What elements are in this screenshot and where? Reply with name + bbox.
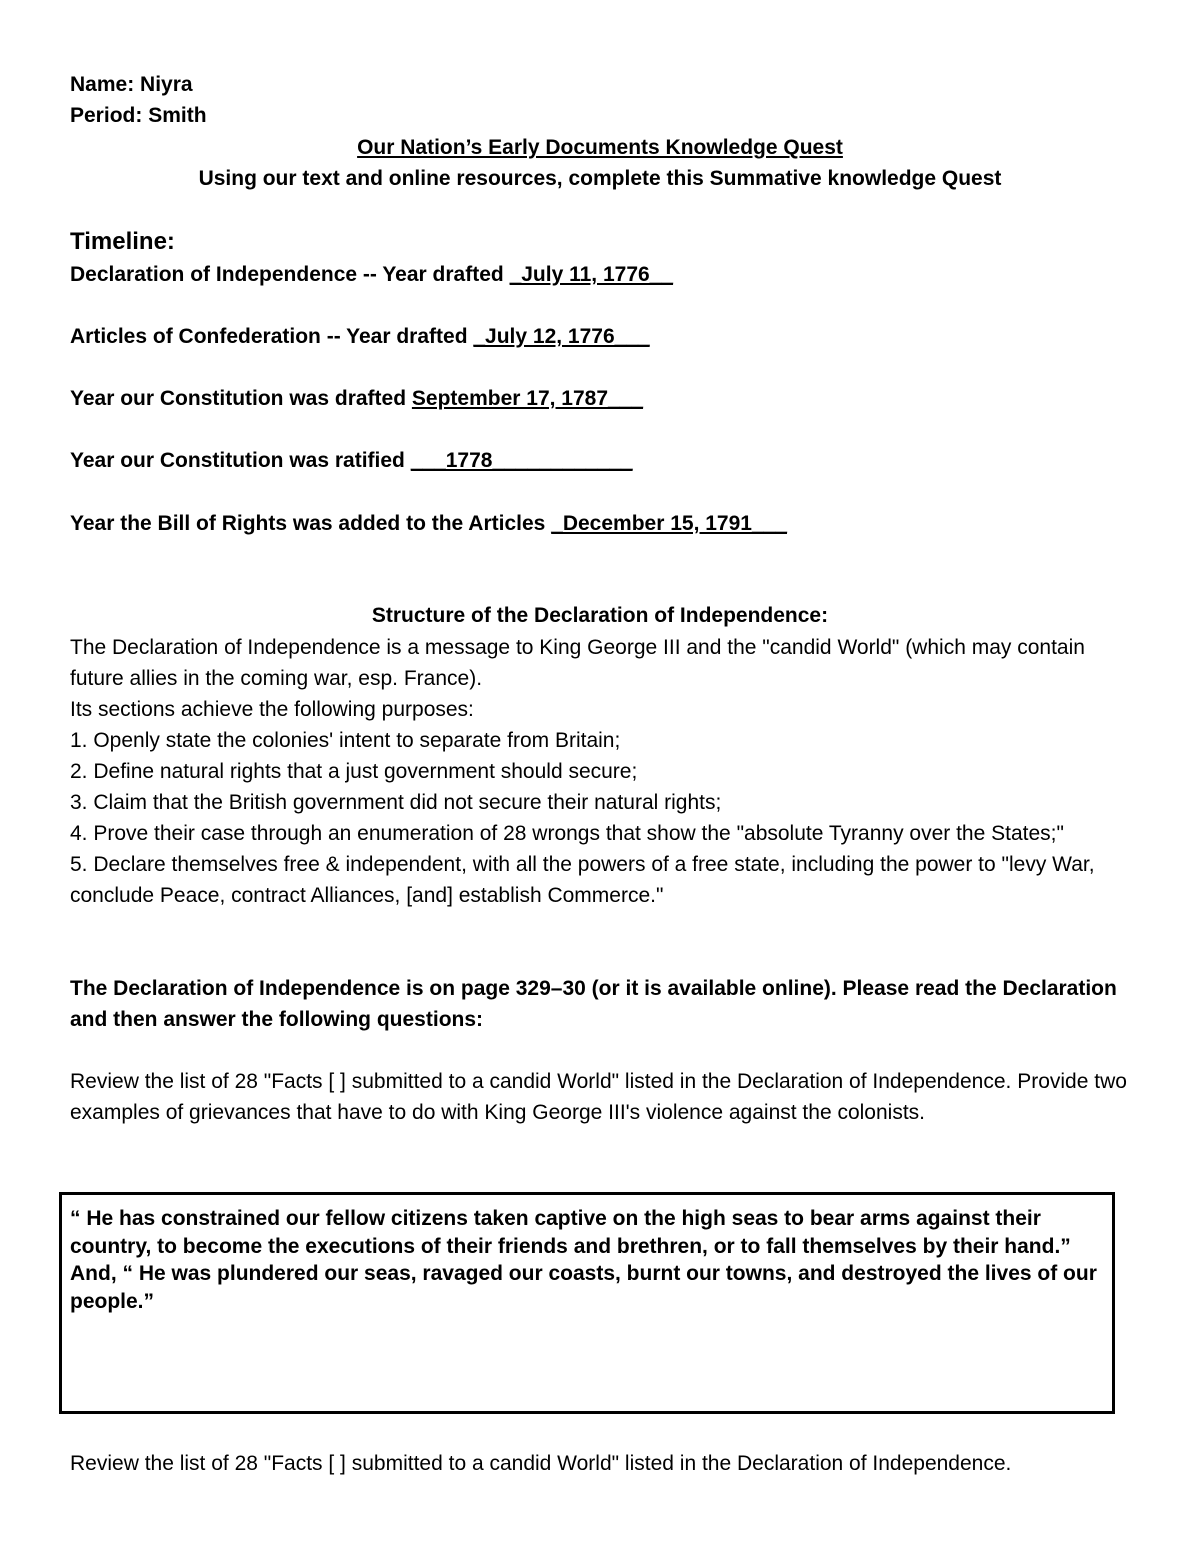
timeline-item [70,508,787,539]
purpose-item: 2. Define natural rights that a just government should secure; [70,760,638,783]
timeline-item [70,259,673,290]
name-label: Name: [70,73,141,96]
timeline-item-label: Year our Constitution was drafted [70,387,412,410]
timeline-item-answer: _July 11, 1776__ [509,263,674,286]
period-label: Period: [70,104,149,127]
purpose-item: 4. Prove their case through an enumeration of 28 wrongs that show the "absolute Tyranny over the States;" [70,822,1064,845]
period-line [70,100,207,131]
structure-body [70,632,1140,911]
question-1-prompt: Review the list of 28 "Facts [ ] submitted to a candid World" listed in the Declaration of Independence. Provide two examples of grievances that have to do with King George III's violence against the colonists. [70,1070,1127,1124]
timeline-item-label: Declaration of Independence -- Year drafted [70,263,510,286]
timeline-item-answer: September 17, 1787___ [411,387,644,410]
timeline-item-answer: _July 12, 1776___ [473,325,650,348]
structure-heading: Structure of the Declaration of Independence: [371,604,829,627]
purposes-intro: Its sections achieve the following purposes: [70,698,474,721]
document-title: Our Nation’s Early Documents Knowledge Quest [357,136,843,159]
purpose-item: 1. Openly state the colonies' intent to separate from Britain; [70,729,621,752]
document-subtitle: Using our text and online resources, complete this Summative knowledge Quest [198,167,1002,190]
timeline-item-answer: _December 15, 1791___ [551,512,788,535]
reading-instructions: The Declaration of Independence is on page 329–30 (or it is available online). Please read the Declaration and then answer the following questions: [70,977,1117,1031]
timeline-item-label: Articles of Confederation -- Year drafted [70,325,474,348]
period-value: Smith [148,104,207,127]
timeline-item [70,383,643,414]
timeline-item-label: Year the Bill of Rights was added to the Articles [70,512,552,535]
question-2-prompt: Review the list of 28 "Facts [ ] submitted to a candid World" listed in the Declaration of Independence. [70,1452,1012,1475]
timeline-item-label: Year our Constitution was ratified [70,449,411,472]
name-line [70,69,193,100]
purpose-item: 5. Declare themselves free & independent, with all the powers of a free state, including the power to "levy War, conclude Peace, contract Alliances, [and] establish Commerce." [70,853,1095,907]
answer-box[interactable] [59,1192,1115,1414]
name-value: Niyra [140,73,193,96]
timeline-item [70,321,650,352]
purpose-item: 3. Claim that the British government did not secure their natural rights; [70,791,722,814]
timeline-item-answer: ___1778____________ [410,449,633,472]
timeline-item [70,445,633,476]
answer-text: “ He has constrained our fellow citizens taken captive on the high seas to bear arms against their country, to become the executions of their friends and brethren, or to fall themselves by their hand.” And, “ He was plundered our seas, ravaged our coasts, burnt our towns, and destroyed the lives of our people.” [70,1207,1097,1313]
timeline-heading: Timeline: [70,228,175,255]
structure-intro: The Declaration of Independence is a message to King George III and the "candid World" (which may contain future allies in the coming war, esp. France). [70,636,1085,690]
